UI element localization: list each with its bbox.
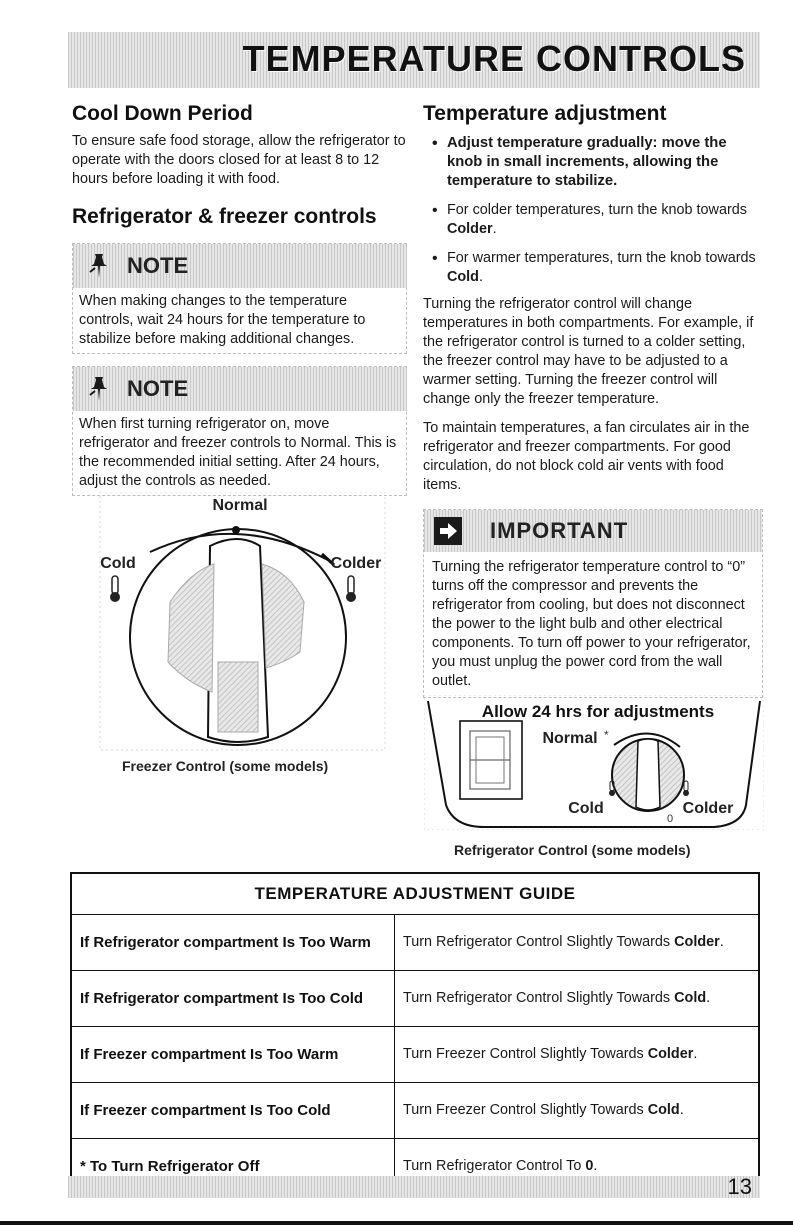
footer-bar <box>68 1176 760 1198</box>
fridge-panel-drawing <box>424 695 764 830</box>
table-row <box>71 971 759 1027</box>
note-box <box>72 243 407 354</box>
fridge-caption: Refrigerator Control (some models) <box>454 842 691 858</box>
header-banner <box>68 32 760 88</box>
fridge-label-normal: Normal <box>542 730 598 747</box>
fridge-label-zero: 0 <box>667 813 674 825</box>
important-header <box>424 510 762 552</box>
controls-heading: Refrigerator & freezer controls <box>72 205 377 228</box>
adjust-list <box>423 134 763 287</box>
fan-paragraph: To maintain temperatures, a fan circulates air in the refrigerator and freezer compartments. For good circulation, do not block cold air vents with food items. <box>423 420 750 493</box>
freezer-caption: Freezer Control (some models) <box>122 758 329 774</box>
bottom-rule <box>0 1221 793 1225</box>
fridge-asterisk: * <box>604 728 609 742</box>
table-row <box>71 1027 759 1083</box>
cooldown-text: To ensure safe food storage, allow the refrigerator to operate with the doors closed for at least 8 to 12 hours before loading it with food. <box>72 133 406 187</box>
important-label: IMPORTANT <box>490 518 629 543</box>
list-item: • Adjust temperature gradually: move the knob in small increments, allowing the temperature to stabilize. <box>447 134 763 191</box>
action-cell: Turn Refrigerator Control Slightly Towards Colder. <box>395 915 760 971</box>
arrow-right-icon <box>434 517 462 545</box>
note-label: NOTE <box>127 376 189 401</box>
fridge-banner: Allow 24 hrs for adjustments <box>481 702 715 721</box>
condition-cell: If Refrigerator compartment Is Too Warm <box>71 915 395 971</box>
left-column <box>72 102 407 496</box>
adjust-paragraph: Turning the refrigerator control will change temperatures in both compartments. For example, if the refrigerator control is turned to a colder setting, the freezer control may have to be adjusted to a warmer setting. Turning the freezer control will change only the freezer temperature. <box>423 296 754 407</box>
important-box <box>423 509 763 698</box>
note-box <box>72 366 407 496</box>
refrigerator-control-figure <box>424 695 764 830</box>
thumbtack-icon <box>89 375 109 403</box>
fridge-label-cold: Cold <box>568 800 604 817</box>
list-item: • For warmer temperatures, turn the knob towards Cold. <box>447 249 763 287</box>
action-cell: Turn Freezer Control Slightly Towards Colder. <box>395 1027 760 1083</box>
adjust-heading: Temperature adjustment <box>423 102 667 125</box>
freezer-label-normal: Normal <box>212 497 268 514</box>
action-cell: Turn Refrigerator Control Slightly Towards Cold. <box>395 971 760 1027</box>
note-text: When making changes to the temperature controls, wait 24 hours for the temperature to stabilize before making additional changes. <box>79 293 366 347</box>
guide-title: TEMPERATURE ADJUSTMENT GUIDE <box>71 873 759 915</box>
important-text: Turning the refrigerator temperature control to “0” turns off the compressor and prevents the refrigerator from cooling, but does not disconnect the power to the light bulb and other electrical components. To turn off power to your refrigerator, you must unplug the power cord from the wall outlet. <box>432 559 751 689</box>
freezer-label-cold: Cold <box>100 555 136 572</box>
action-cell: Turn Freezer Control Slightly Towards Cold. <box>395 1083 760 1139</box>
page-number: 13 <box>727 1174 752 1199</box>
freezer-dial-drawing <box>90 492 390 752</box>
adjustment-guide-table <box>70 872 760 1196</box>
thermometer-icon <box>683 781 689 796</box>
thermometer-icon <box>110 576 120 602</box>
action-cell: Turn Refrigerator Control To 0. <box>395 1139 760 1195</box>
table-row <box>71 915 759 971</box>
note-label: NOTE <box>127 253 189 278</box>
freezer-control-figure <box>90 492 390 774</box>
note-text: When first turning refrigerator on, move refrigerator and freezer controls to Normal. This is the recommended initial setting. After 24 hours, adjust the controls as needed. <box>79 416 397 489</box>
thumbtack-icon <box>89 252 109 280</box>
cooldown-heading: Cool Down Period <box>72 102 253 125</box>
condition-cell: If Freezer compartment Is Too Warm <box>71 1027 395 1083</box>
table-row <box>71 1083 759 1139</box>
condition-cell: If Freezer compartment Is Too Cold <box>71 1083 395 1139</box>
fridge-label-colder: Colder <box>682 800 734 817</box>
note-header <box>73 367 407 411</box>
note-header <box>73 244 407 288</box>
thermometer-icon <box>346 576 356 602</box>
page-title: TEMPERATURE CONTROLS <box>242 38 746 79</box>
condition-cell: * To Turn Refrigerator Off <box>71 1139 395 1195</box>
right-column <box>423 102 763 698</box>
freezer-label-colder: Colder <box>330 555 382 572</box>
condition-cell: If Refrigerator compartment Is Too Cold <box>71 971 395 1027</box>
list-item: • For colder temperatures, turn the knob towards Colder. <box>447 201 763 239</box>
